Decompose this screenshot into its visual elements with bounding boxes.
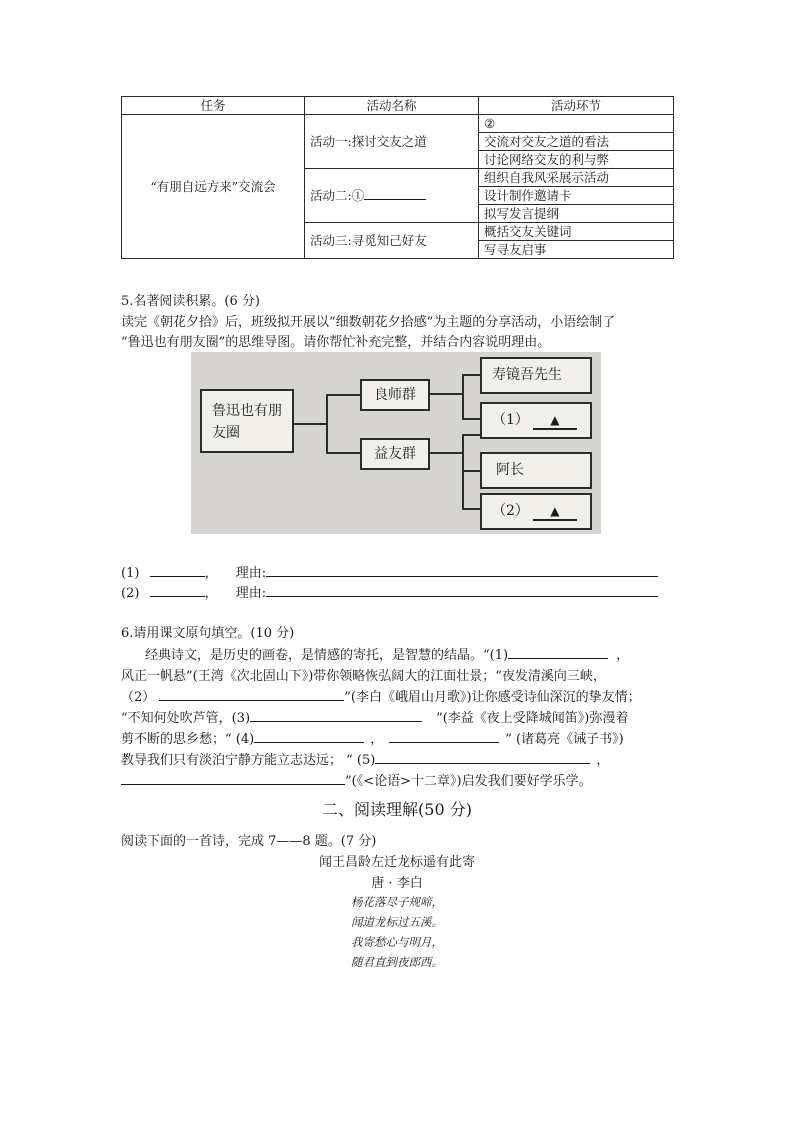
connector [462, 470, 480, 472]
activity-3-name: 活动三:寻觅知己好友 [305, 223, 479, 259]
q6-l5-comma: ， [370, 732, 384, 747]
poem-line-2: 闻道龙标过五溪。 [351, 915, 443, 929]
connector [462, 374, 464, 420]
root-label: 鲁迅也有朋友圈 [212, 403, 282, 441]
activity-1-name: 活动一:探讨交友之道 [305, 115, 479, 169]
q6-blank-4a[interactable] [254, 729, 364, 743]
q6-line-7 [121, 770, 592, 789]
answer-2-blank[interactable] [150, 583, 205, 597]
connector [428, 452, 462, 454]
activity-2-prefix: 活动二:① [310, 188, 365, 203]
activity-3-step-2: 写寻友启事 [479, 241, 674, 259]
q6-blank-1[interactable] [508, 645, 608, 659]
activity-1-step-2: 交流对交友之道的看法 [479, 133, 674, 151]
answer-1-comma: ， [204, 566, 218, 581]
q6-l6-comma: ， [596, 753, 610, 768]
leaf-1-label: 寿镜吾先生 [492, 367, 562, 383]
q6-line-2: 风正一帆悬”(王湾《次北固山下》)带你领略恢弘阔大的江面壮景；“夜发清溪向三峡， [121, 669, 606, 684]
leaf-2-marker: ▲ [533, 412, 577, 430]
header-task: 任务 [122, 97, 305, 115]
connector [462, 374, 480, 376]
q6-blank-3[interactable] [250, 708, 422, 722]
activity-table [121, 96, 674, 259]
group-friend-node [360, 438, 430, 470]
activity-2-step-2: 设计制作邀请卡 [479, 187, 674, 205]
q6-line-6 [121, 749, 609, 768]
activity-2-step-3: 拟写发言提纲 [479, 205, 674, 223]
leaf-node-4[interactable] [480, 493, 592, 530]
connector [326, 452, 360, 454]
answer-2-reason-blank[interactable] [266, 583, 658, 597]
answer-row-1 [121, 562, 658, 581]
connector [326, 394, 328, 454]
poem-line-1: 杨花落尽子规啼， [351, 895, 443, 909]
q6-l7-text: ”(《<论语>十二章》)启发我们要好学乐学。 [345, 774, 592, 789]
activity-2-step-1: 组织自我风采展示活动 [479, 169, 674, 187]
q6-blank-2[interactable] [159, 687, 344, 701]
q6-l6-text: 教导我们只有淡泊宁静方能立志达远； “ (5) [121, 753, 376, 768]
q6-l5-tail: ” (诸葛亮《诫子书》) [505, 732, 624, 747]
q5-line-1: 读完《朝花夕拾》后，班级拟开展以“细数朝花夕拾感”为主题的分享活动，小语绘制了 [121, 315, 616, 330]
answer-1-reason-label: 理由: [235, 566, 267, 581]
q6-blank-4b[interactable] [389, 729, 499, 743]
table-row [122, 115, 674, 133]
q6-blank-5b[interactable] [121, 771, 345, 785]
q6-line-1 [145, 644, 629, 663]
leaf-node-1 [480, 357, 592, 394]
leaf-node-2[interactable] [480, 402, 592, 439]
connector [462, 434, 464, 510]
q6-line-3 [121, 686, 641, 705]
q6-line-5 [121, 728, 624, 747]
poem-line-3: 我寄愁心与明月， [351, 935, 443, 949]
mind-map [191, 352, 601, 534]
leaf-4-label: （2） [492, 503, 529, 519]
connector [326, 394, 360, 396]
q5-line-2: “鲁迅也有朋友圈”的思维导图。请你帮忙补充完整，并结合内容说明理由。 [121, 335, 551, 350]
poem-author: 唐 · 李白 [371, 876, 423, 891]
answer-2-label: (2) [121, 586, 140, 601]
reading-intro: 阅读下面的一首诗，完成 7——8 题。(7 分) [121, 834, 377, 849]
section-heading: 二、阅读理解(50 分) [322, 800, 472, 819]
q6-l4-text: “不知何处吹芦管，(3) [121, 711, 251, 726]
q6-line-4 [121, 707, 628, 726]
connector [462, 418, 480, 420]
q6-title: 6.请用课文原句填空。(10 分) [121, 626, 295, 641]
q6-l5-text: 剪不断的思乡愁；“ (4) [121, 732, 255, 747]
task-cell: “有朋自远方来”交流会 [122, 115, 305, 259]
leaf-3-label: 阿长 [496, 462, 524, 478]
q6-l3-text: ”(李白《峨眉山月歌》)让你感受诗仙深沉的挚友情； [344, 690, 641, 705]
connector [292, 423, 326, 425]
q6-l1-comma: ， [616, 648, 630, 663]
answer-1-reason-blank[interactable] [266, 563, 658, 577]
answer-1-label: (1) [121, 566, 140, 581]
group-teacher-label: 良师群 [374, 387, 416, 403]
connector [462, 508, 480, 510]
q6-l4-tail: ”(李益《夜上受降城闻笛》)弥漫着 [436, 711, 629, 726]
activity-2-name [305, 169, 479, 223]
activity-1-step-3: 讨论网络交友的利与弊 [479, 151, 674, 169]
q5-title: 5.名著阅读积累。(6 分) [121, 294, 260, 309]
activity-2-blank[interactable] [364, 187, 426, 200]
poem-title: 闻王昌龄左迁龙标遥有此寄 [318, 855, 475, 870]
q6-l1-text: 经典诗文，是历史的画卷，是情感的寄托，是智慧的结晶。“(1) [145, 648, 509, 663]
answer-1-blank[interactable] [150, 563, 205, 577]
header-activity-name: 活动名称 [305, 97, 479, 115]
leaf-2-content [482, 404, 590, 437]
group-teacher-node [360, 379, 430, 411]
answer-2-comma: ， [204, 586, 218, 601]
leaf-4-marker: ▲ [533, 503, 577, 521]
activity-3-step-1: 概括交友关键词 [479, 223, 674, 241]
group-friend-label: 益友群 [374, 446, 416, 462]
activity-1-step-1: ② [479, 115, 674, 133]
leaf-2-label: （1） [492, 412, 529, 428]
leaf-4-content [482, 495, 590, 528]
q6-blank-5a[interactable] [375, 750, 590, 764]
header-activity-step: 活动环节 [479, 97, 674, 115]
answer-2-reason-label: 理由: [235, 586, 267, 601]
poem-line-4: 随君直到夜郎西。 [351, 955, 443, 969]
leaf-node-3 [480, 452, 592, 489]
table-header-row [122, 97, 674, 115]
connector [462, 434, 480, 436]
root-node [200, 389, 294, 453]
q6-l3-label: （2） [121, 690, 156, 705]
answer-row-2 [121, 582, 658, 601]
connector [428, 393, 462, 395]
